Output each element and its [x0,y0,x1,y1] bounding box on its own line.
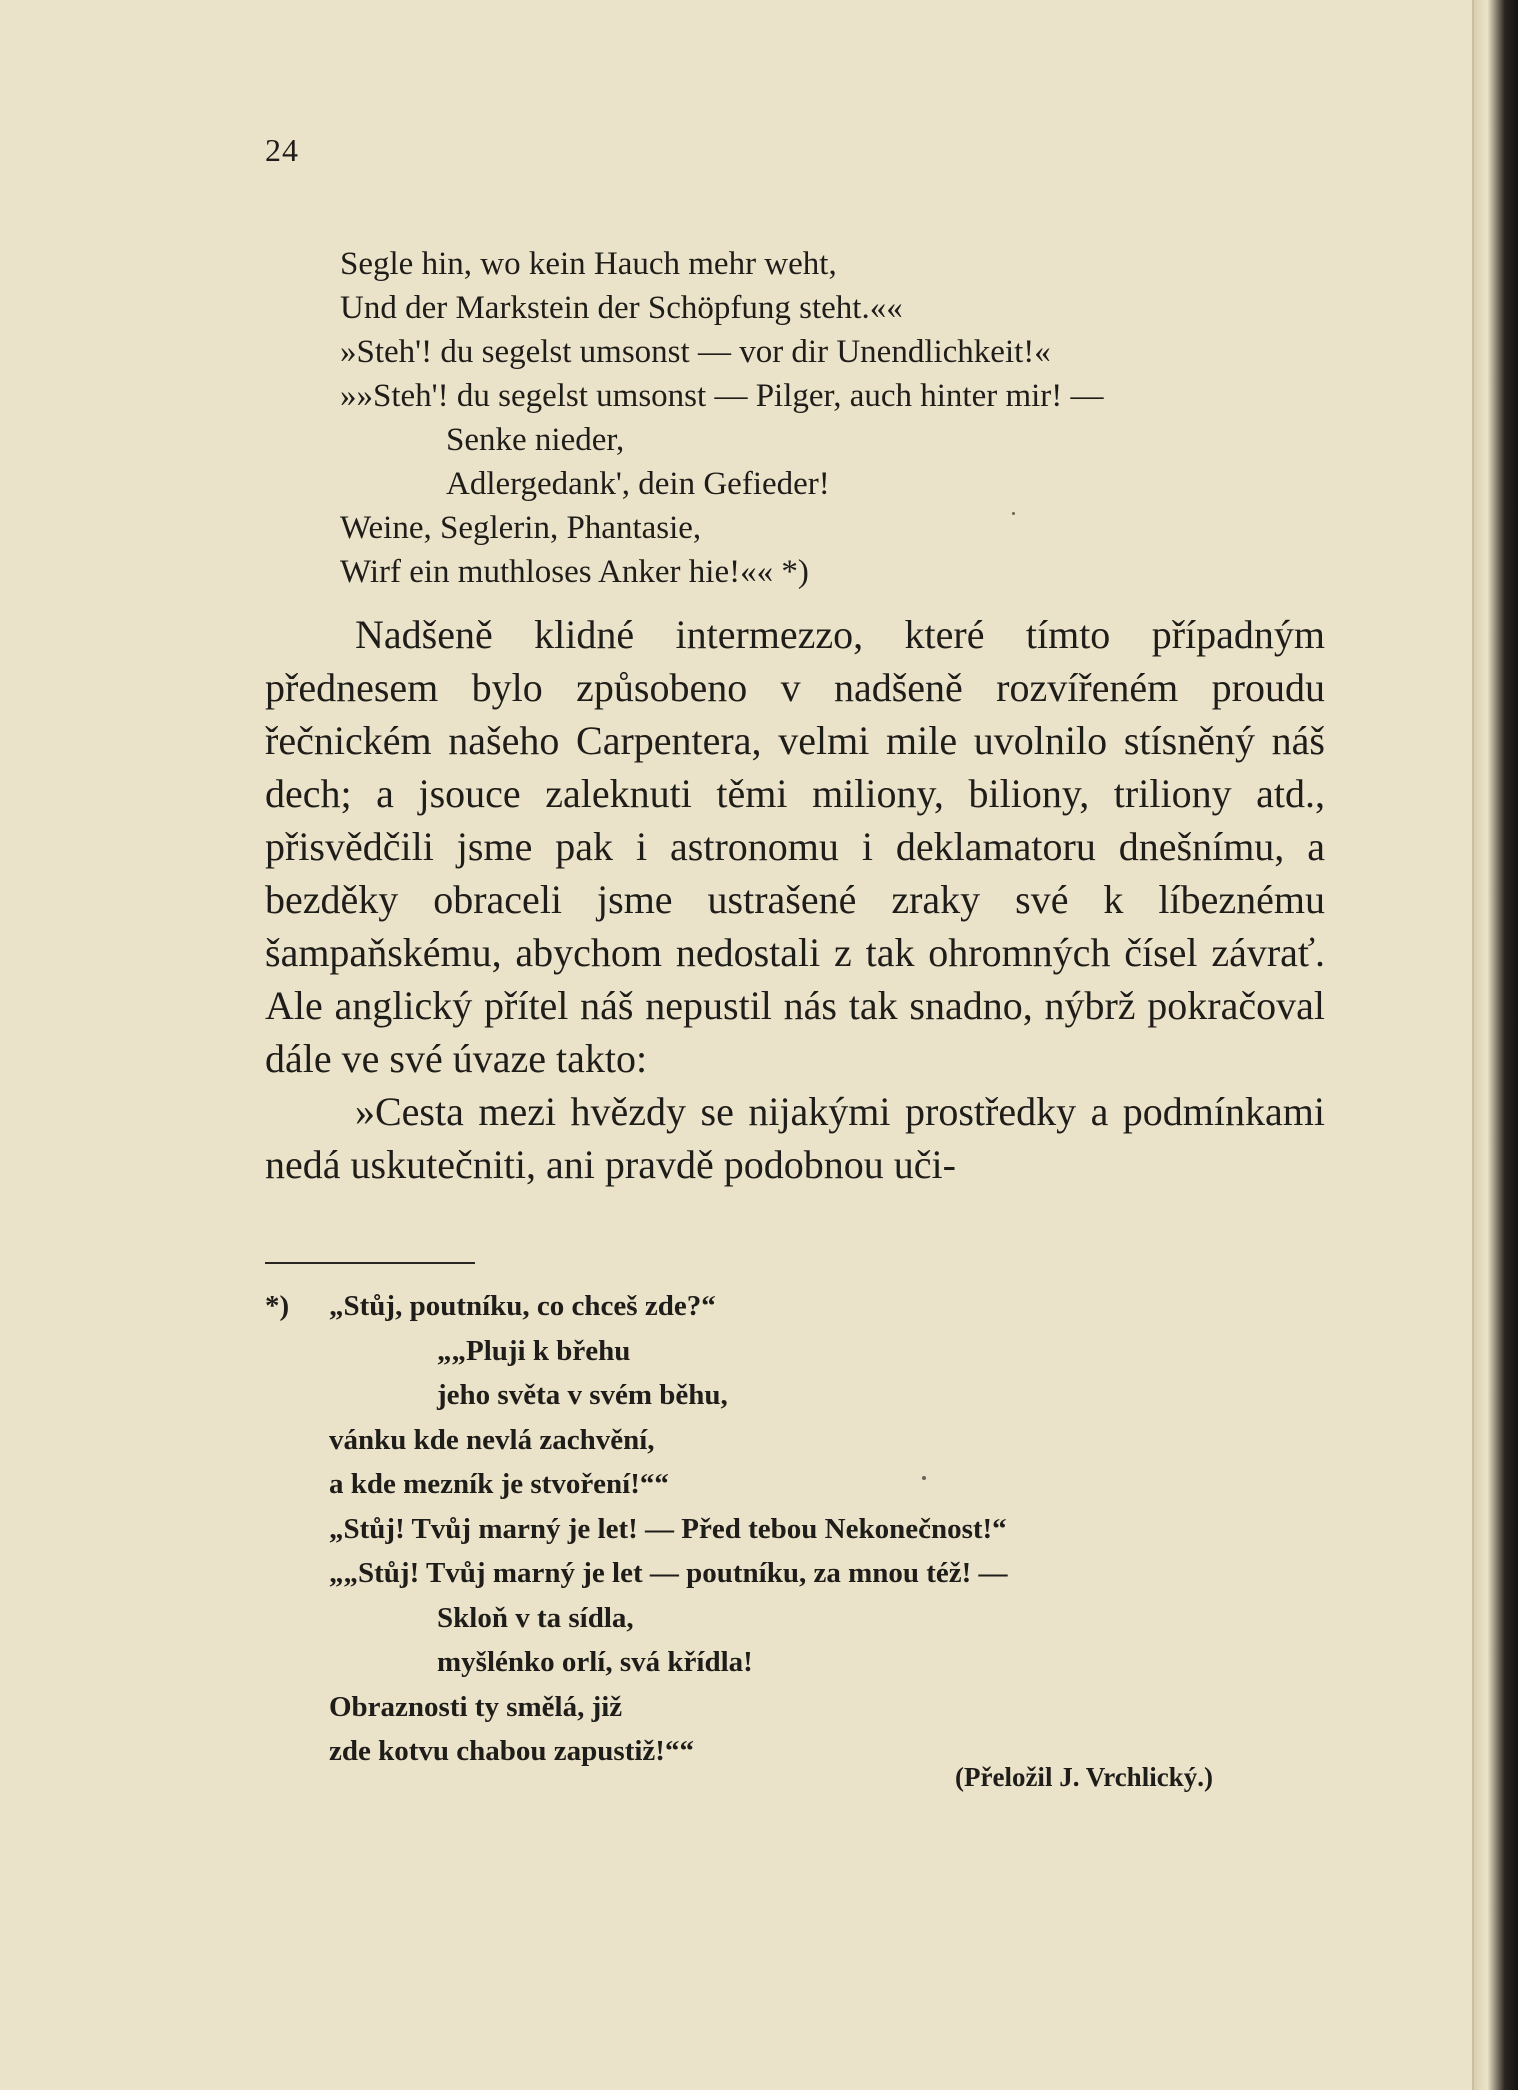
footnote-line: myšlénko orlí, svá křídla! [437,1646,753,1678]
footnote-line: jeho světa v svém běhu, [437,1379,728,1411]
footnote-line: „Stůj! Tvůj marný je let! — Před tebou Nekonečnost!“ [329,1512,1007,1545]
german-poem [340,242,1340,594]
poem-line: Weine, Seglerin, Phantasie, [340,510,702,546]
footnote-marker: *) [265,1290,290,1322]
page-number: 24 [265,132,299,168]
poem-line: »»Steh'! du segelst umsonst — Pilger, auch hinter mir! — [340,378,1104,414]
poem-line: Und der Markstein der Schöpfung steht.«« [340,290,903,326]
footnote-line: Obraznosti ty smělá, již [329,1690,623,1723]
paper-speck [1012,512,1015,515]
poem-line: Wirf ein muthloses Anker hie!«« *) [340,554,809,590]
translator-credit: (Přeložil J. Vrchlický.) [955,1762,1213,1792]
footnote-line: „„Stůj! Tvůj marný je let — poutníku, za mnou též! — [329,1557,1008,1589]
poem-line: Adlergedank', dein Gefieder! [446,466,830,502]
footnote-rule [265,1262,475,1264]
footnote-line: *) „Stůj, poutníku, co chceš zde?“ [265,1284,1325,1329]
paragraph: »Cesta mezi hvězdy se nijakými prostředky a podmínkami nedá uskutečniti, ani pravdě podobnou uči- [265,1089,1325,1187]
footnote-line: a kde mezník je stvoření!““ [329,1468,669,1500]
book-gutter [1474,0,1518,2090]
footnote-line: vánku kde nevlá zachvění, [329,1423,655,1456]
body-text [265,608,1325,1191]
poem-line: »Steh'! du segelst umsonst — vor dir Unendlichkeit!« [340,334,1051,370]
footnote-line: „„Pluji k břehu [437,1334,631,1367]
poem-line: Senke nieder, [446,422,625,458]
footnote-line: zde kotvu chabou zapustiž!““ [329,1735,694,1767]
paragraph: Nadšeně klidné intermezzo, které tímto případným přednesem bylo způsobeno v nadšeně rozvířeném proudu řečnickém našeho Carpentera, velmi mile uvolnilo stísněný náš dech; a jsouce zaleknuti těmi miliony, biliony, triliony atd., přisvědčili jsme pak i astronomu i deklamatoru dnešnímu, a bezděky obraceli jsme ustrašené zraky své k líbeznému šampaňskému, abychom nedostali z tak ohromných čísel závrať. Ale anglický přítel náš nepustil nás tak snadno, nýbrž pokračoval dále ve své úvaze takto: [265,612,1325,1081]
footnote-line: Skloň v ta sídla, [437,1601,634,1634]
poem-line: Segle hin, wo kein Hauch mehr weht, [340,246,837,282]
footnote [265,1284,1325,1774]
paper-speck [922,1476,926,1480]
